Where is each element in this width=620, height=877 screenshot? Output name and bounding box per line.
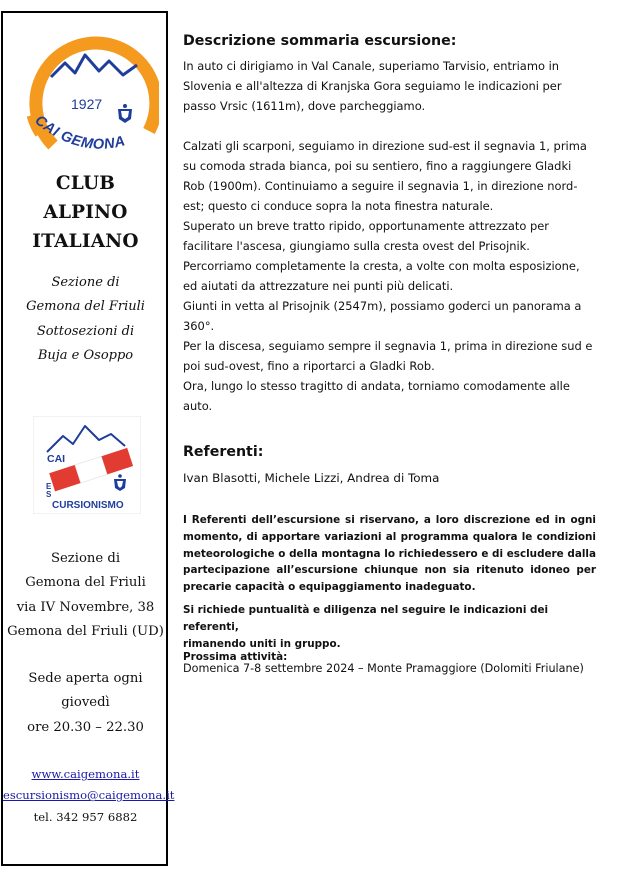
phone-number: tel. 342 957 6882 (33, 809, 138, 824)
description-line: 360°. (183, 319, 215, 333)
description-line: Giunti in vetta al Prisojnik (2547m), possiamo goderci un panorama a (183, 299, 582, 313)
description-line: ed aiutati da attrezzature nei punti più delicati. (183, 279, 454, 293)
svg-text:CAI: CAI (47, 453, 66, 465)
club-line: ITALIANO (32, 231, 139, 252)
description-line: est; questo ci conduce sopra la nota finestra naturale. (183, 199, 494, 213)
address-line: Sezione di (50, 551, 121, 566)
club-name (3, 169, 168, 256)
description-body (183, 56, 603, 416)
description-line: Rob (1900m). Continuiamo a seguire il segnavia 1, in direzione nord- (183, 179, 578, 193)
next-activity-label: Prossima attività: (183, 651, 288, 663)
description-title: Descrizione sommaria escursione: (183, 33, 457, 49)
cai-emblem-icon (118, 104, 132, 123)
hours-line: ore 20.30 – 22.30 (27, 719, 144, 735)
address-block (3, 547, 168, 644)
section-info (3, 271, 168, 368)
punctuality-line: Si richiede puntualità e diligenza nel seguire le indicazioni dei referenti, (183, 604, 549, 633)
description-line: Calzati gli scarponi, seguiamo in direzione sud-est il segnavia 1, prima (183, 139, 587, 153)
next-activity-value: Domenica 7-8 settembre 2024 – Monte Pramaggiore (Dolomiti Friulane) (183, 662, 584, 675)
opening-hours (3, 667, 168, 740)
address-line: Gemona del Friuli (UD) (7, 623, 164, 639)
svg-text:S: S (46, 490, 52, 499)
section-line: Gemona del Friuli (26, 299, 145, 315)
description-line: passo Vrsic (1611m), dove parcheggiamo. (183, 99, 426, 113)
contacts (3, 764, 175, 828)
section-line: Sezione di (51, 275, 120, 290)
address-line: via IV Novembre, 38 (16, 599, 155, 615)
referents-names: Ivan Blasotti, Michele Lizzi, Andrea di Toma (183, 471, 440, 485)
sidebar (1, 11, 175, 866)
club-line: ALPINO (43, 202, 128, 223)
section-line: Buja e Osoppo (37, 347, 134, 363)
cai-gemona-logo (25, 27, 159, 157)
description-line: In auto ci dirigiamo in Val Canale, superiamo Tarvisio, entriamo in (183, 59, 560, 73)
svg-text:CURSIONISMO: CURSIONISMO (52, 500, 124, 511)
description-line: Superato un breve tratto ripido, opportunamente attrezzato per (183, 219, 549, 233)
cai-escursionismo-logo (33, 416, 141, 514)
description-line: facilitare l'ascesa, giungiamo sulla cresta ovest del Prisojnik. (183, 239, 530, 253)
punctuality-line: rimanendo uniti in gruppo. (183, 637, 341, 650)
description-line: su comoda strada bianca, poi su sentiero, fino a raggiungere Gladki (183, 159, 572, 173)
logo-year: 1927 (71, 96, 103, 112)
website-link[interactable]: www.caigemona.it (31, 767, 140, 781)
svg-text:E: E (46, 482, 52, 491)
description-line: auto. (183, 399, 213, 413)
hours-line: giovedì (61, 695, 110, 711)
disclaimer-text: I Referenti dell’escursione si riservano, a loro discrezione ed in ogni momento, di apportare variazioni al programma qualora le condizioni meteorologiche o della montagna lo richiedessero e di escludere dalla partecipazione all’escursione chiunque non sia ritenuto idoneo per precarie capacità o equipaggiamento inadeguato. (183, 514, 596, 594)
description-line: Ora, lungo lo stesso tragitto di andata, torniamo comodamente alle (183, 379, 570, 393)
logo-name: CAI GEMONA (31, 112, 128, 153)
referents-title: Referenti: (183, 444, 264, 460)
description-line (183, 116, 603, 136)
description-line: Slovenia e all'altezza di Kranjska Gora seguiamo le indicazioni per (183, 79, 562, 93)
description-line: Per la discesa, seguiamo sempre il segnavia 1, prima in direzione sud e (183, 339, 593, 353)
section-line: Sottosezioni di (36, 323, 135, 339)
address-line: Gemona del Friuli (25, 575, 146, 591)
description-line: Percorriamo completamente la cresta, a volte con molta esposizione, (183, 259, 580, 273)
hours-line: Sede aperta ogni (28, 671, 143, 686)
description-line: poi sud-ovest, fino a riportarci a Gladki Rob. (183, 359, 435, 373)
club-line: CLUB (55, 173, 116, 194)
email-link[interactable]: escursionismo@caigemona.it (3, 788, 175, 803)
punctuality-note (183, 602, 603, 652)
